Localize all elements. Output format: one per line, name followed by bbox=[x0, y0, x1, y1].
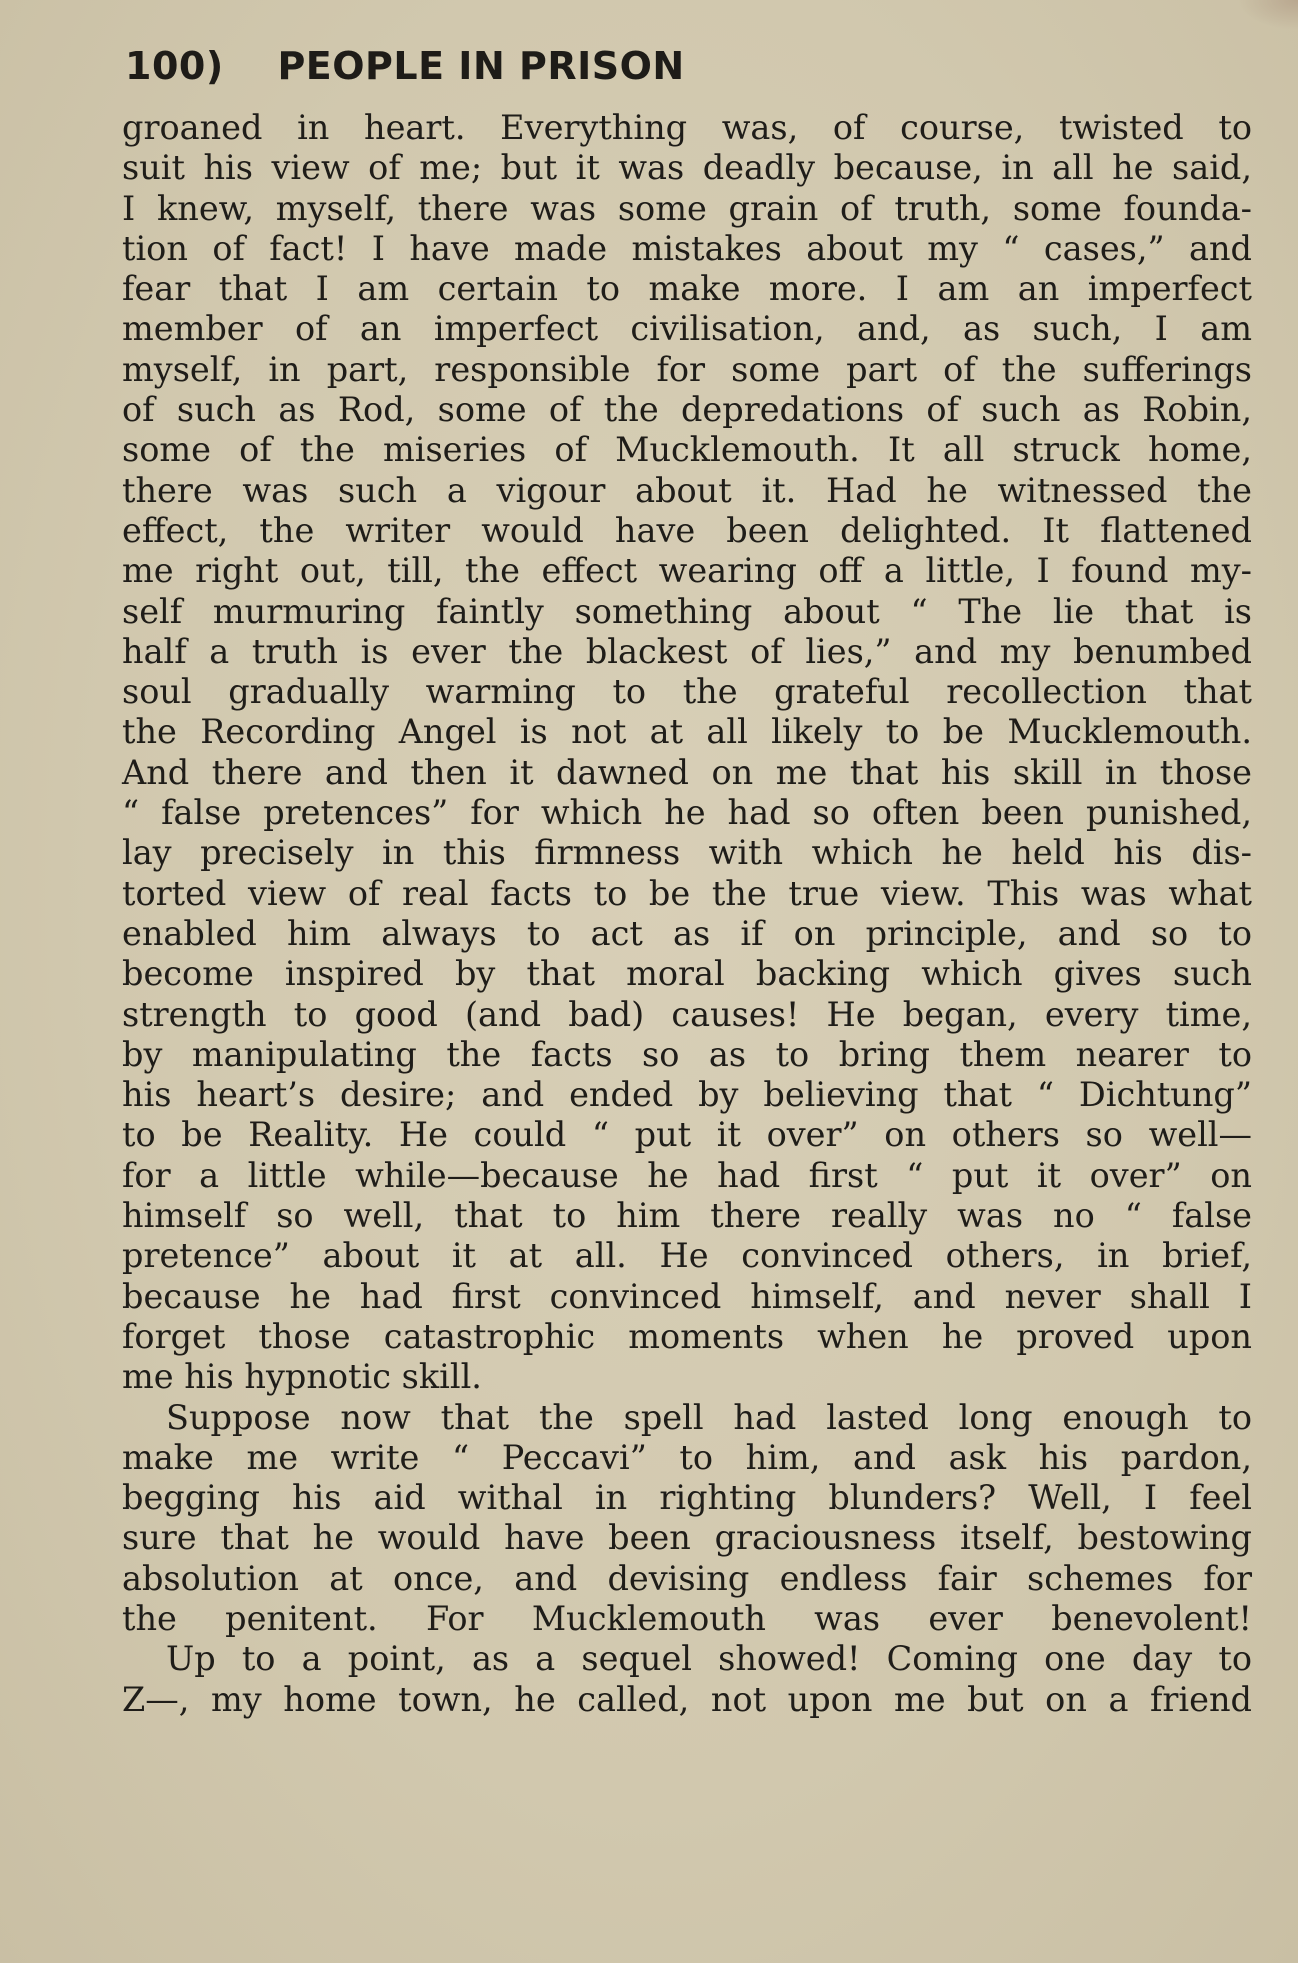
text-line: of such as Rod, some of the depredations of such as Robin, bbox=[122, 390, 1252, 430]
text-line: begging his aid withal in righting blunders? Well, I feel bbox=[122, 1478, 1252, 1518]
text-line: because he had first convinced himself, and never shall I bbox=[122, 1276, 1252, 1316]
running-header bbox=[125, 44, 685, 88]
text-line: soul gradually warming to the grateful recollection that bbox=[122, 672, 1252, 712]
text-line: strength to good (and bad) causes! He began, every time, bbox=[122, 994, 1252, 1034]
text-line: for a little while—because he had first “ put it over” on bbox=[122, 1155, 1252, 1195]
text-line: his heart’s desire; and ended by believing that “ Dichtung” bbox=[122, 1075, 1252, 1115]
text-line: member of an imperfect civilisation, and, as such, I am bbox=[122, 309, 1252, 349]
text-line: make me write “ Peccavi” to him, and ask his pardon, bbox=[122, 1437, 1252, 1477]
text-line: by manipulating the facts so as to bring them nearer to bbox=[122, 1034, 1252, 1074]
text-line: effect, the writer would have been delighted. It flattened bbox=[122, 510, 1252, 550]
text-line: become inspired by that moral backing which gives such bbox=[122, 954, 1252, 994]
text-line: half a truth is ever the blackest of lies,” and my benumbed bbox=[122, 631, 1252, 671]
text-line: torted view of real facts to be the true view. This was what bbox=[122, 873, 1252, 913]
text-line: Z—, my home town, he called, not upon me but on a friend bbox=[122, 1679, 1252, 1719]
text-line: groaned in heart. Everything was, of course, twisted to bbox=[122, 108, 1252, 147]
text-line: pretence” about it at all. He convinced others, in brief, bbox=[122, 1236, 1252, 1276]
body-text bbox=[122, 108, 1252, 1720]
text-line: suit his view of me; but it was deadly because, in all he said, bbox=[122, 148, 1252, 188]
text-line: me his hypnotic skill. bbox=[122, 1357, 482, 1397]
text-line: the Recording Angel is not at all likely to be Mucklemouth. bbox=[122, 712, 1252, 752]
text-line: Suppose now that the spell had lasted long enough to bbox=[166, 1397, 1252, 1437]
text-line: there was such a vigour about it. Had he witnessed the bbox=[122, 470, 1252, 510]
text-line: himself so well, that to him there really was no “ false bbox=[122, 1196, 1252, 1236]
text-line: absolution at once, and devising endless fair schemes for bbox=[122, 1558, 1252, 1598]
text-line: lay precisely in this firmness with which he held his dis- bbox=[122, 833, 1252, 873]
text-line: tion of fact! I have made mistakes about my “ cases,” and bbox=[122, 228, 1252, 268]
text-line: Up to a point, as a sequel showed! Coming one day to bbox=[166, 1639, 1252, 1679]
page-number: 100) bbox=[125, 44, 224, 88]
text-line: the penitent. For Mucklemouth was ever benevolent! bbox=[122, 1598, 1252, 1638]
text-line: me right out, till, the effect wearing off a little, I found my- bbox=[122, 551, 1252, 591]
running-title: PEOPLE IN PRISON bbox=[277, 44, 685, 88]
text-line: forget those catastrophic moments when he proved upon bbox=[122, 1316, 1252, 1356]
text-line: “ false pretences” for which he had so often been punished, bbox=[122, 793, 1252, 833]
text-line: enabled him always to act as if on principle, and so to bbox=[122, 913, 1252, 953]
text-line: myself, in part, responsible for some part of the sufferings bbox=[122, 349, 1252, 389]
text-line: I knew, myself, there was some grain of truth, some founda- bbox=[122, 188, 1252, 228]
text-line: to be Reality. He could “ put it over” on others so well— bbox=[122, 1115, 1252, 1155]
text-line: fear that I am certain to make more. I am an imperfect bbox=[122, 269, 1252, 309]
text-line: And there and then it dawned on me that his skill in those bbox=[122, 752, 1252, 792]
page-corner-shadow bbox=[1238, 0, 1298, 30]
text-line: some of the miseries of Mucklemouth. It all struck home, bbox=[122, 430, 1252, 470]
text-line: sure that he would have been graciousness itself, bestowing bbox=[122, 1518, 1252, 1558]
text-line: self murmuring faintly something about “ The lie that is bbox=[122, 591, 1252, 631]
